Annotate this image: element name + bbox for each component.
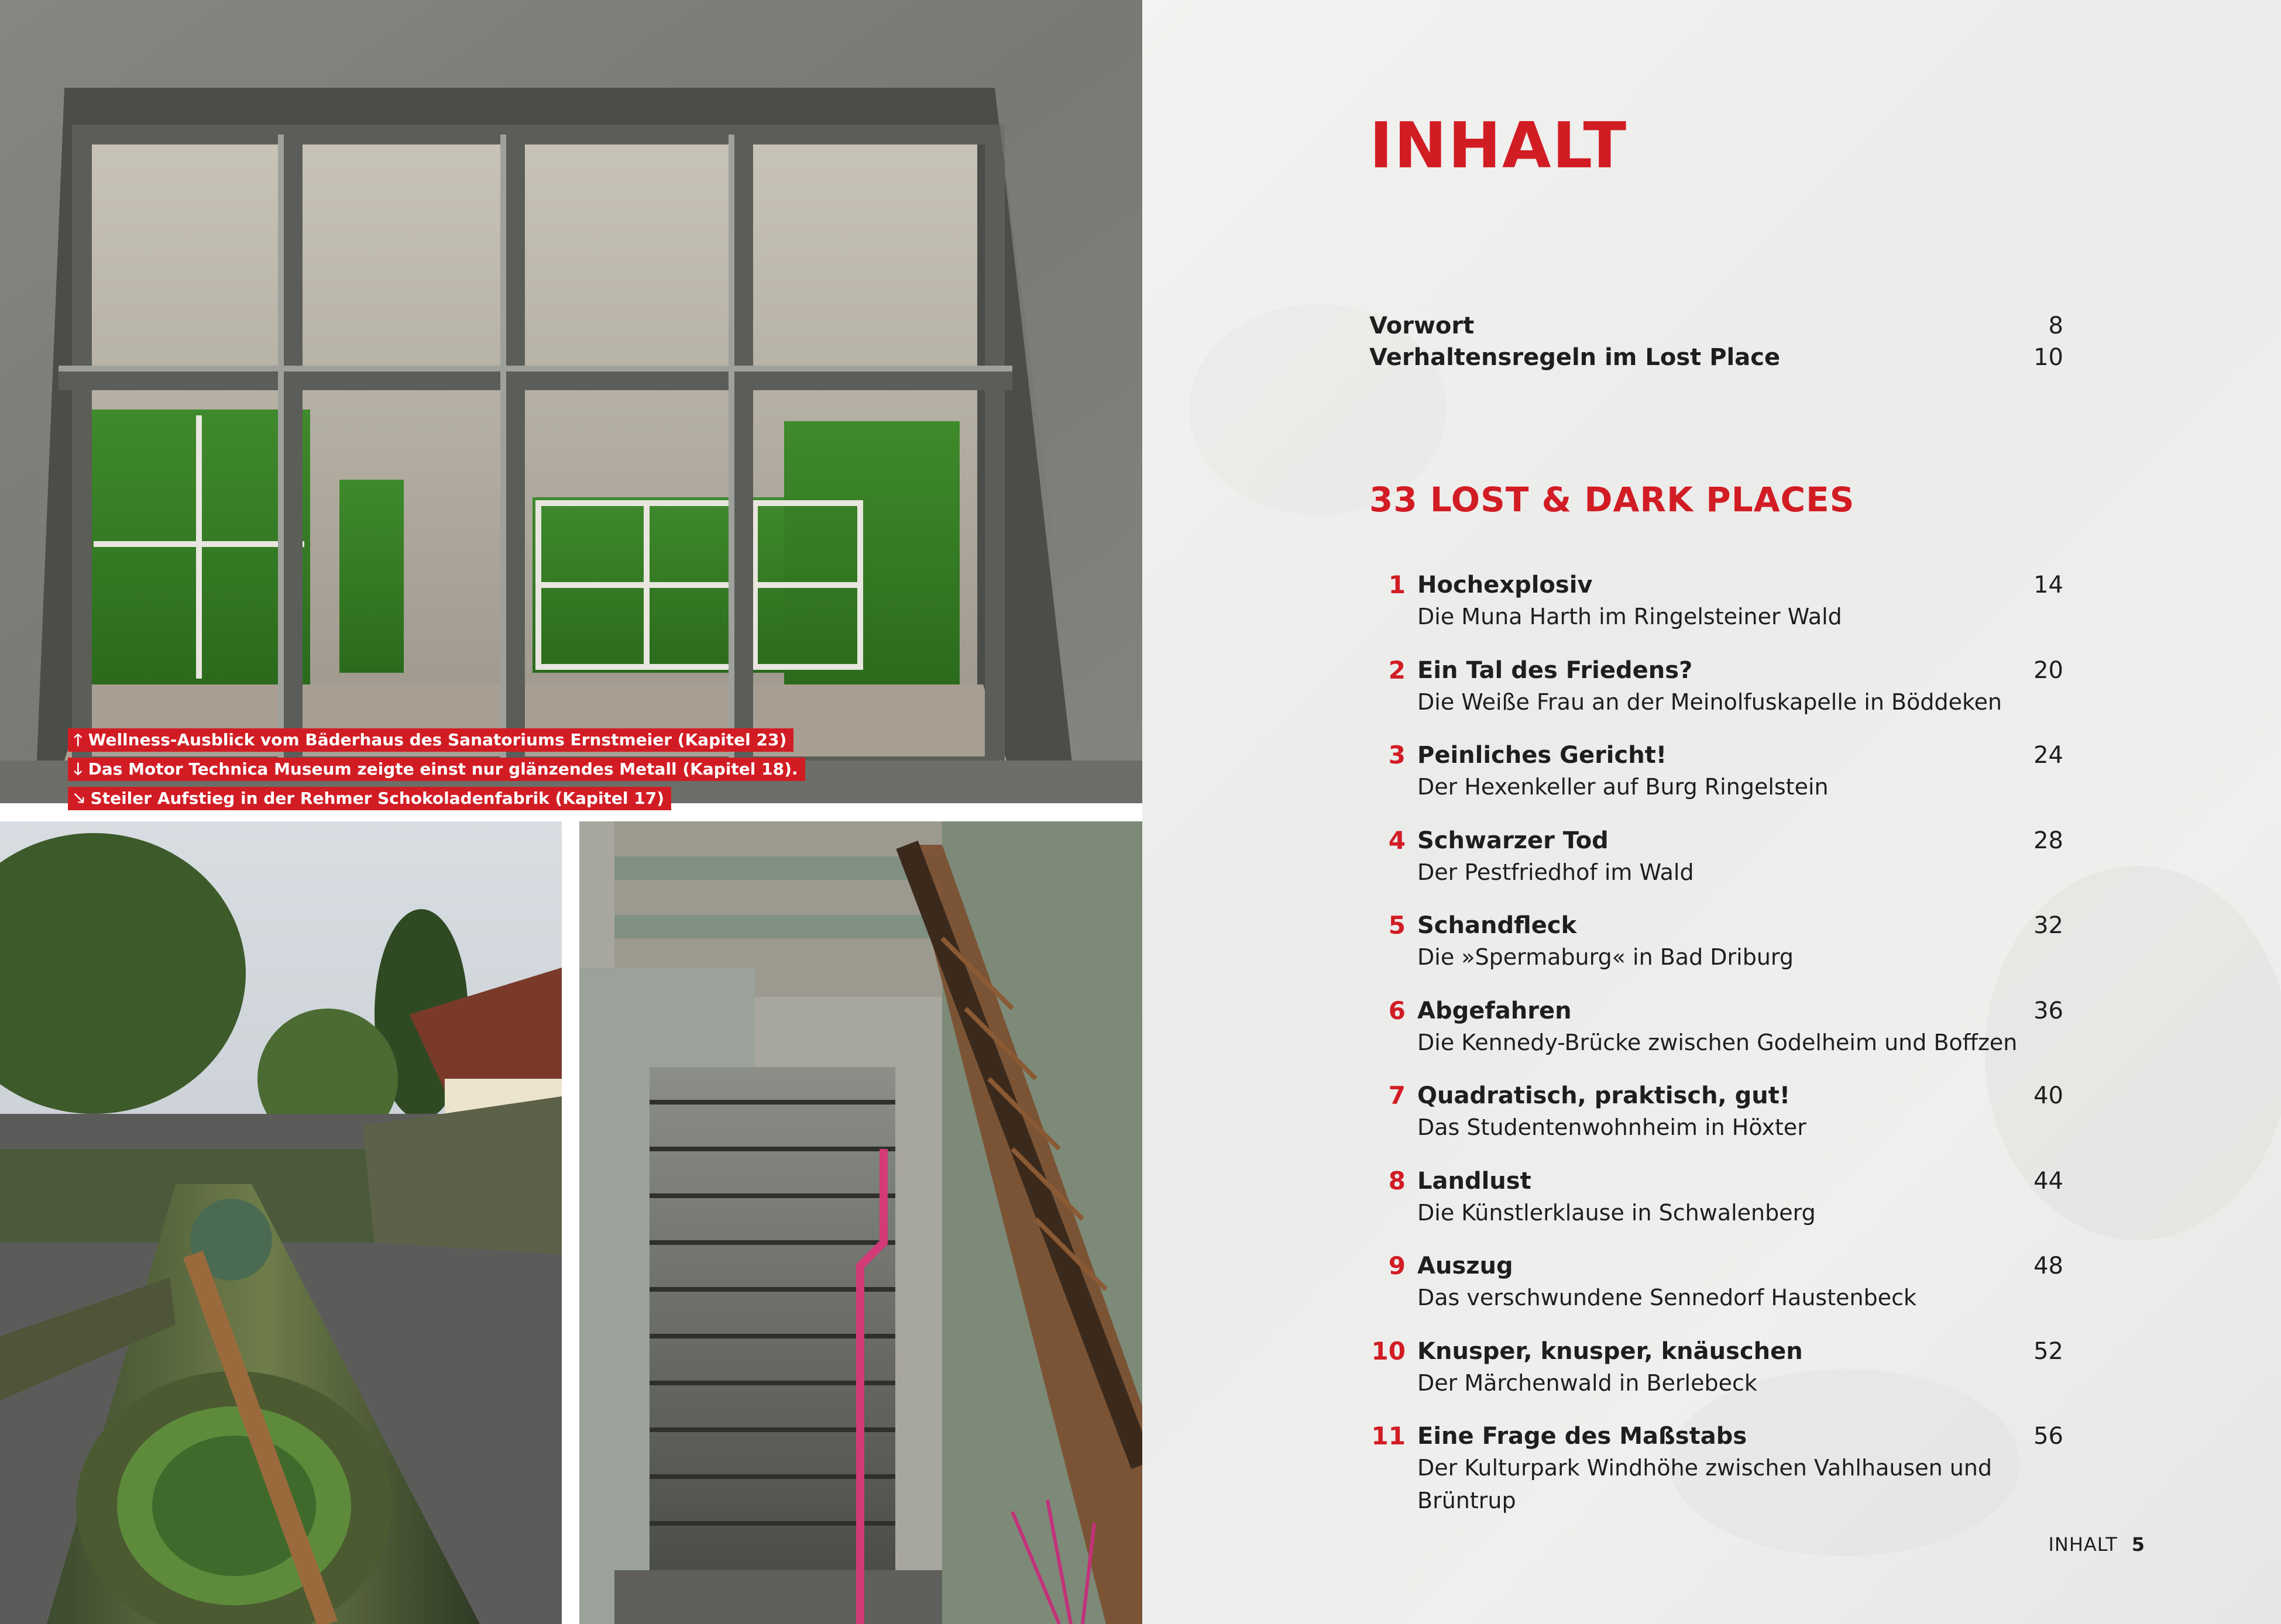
- chapter-list: [1369, 569, 2063, 1513]
- arrow-down-icon: 🡓: [74, 759, 83, 779]
- arrow-up-icon: 🡑: [74, 730, 83, 749]
- right-page-toc: [1142, 0, 2281, 1624]
- toc-entry[interactable]: 10 Knusper, knusper, knäuschen Der Märchenwald in Berlebeck 52: [1371, 1336, 2063, 1396]
- toc-entry[interactable]: 3 Peinliches Gericht! Der Hexenkeller auf Burg Ringelstein 24: [1388, 741, 2063, 800]
- toc-entry[interactable]: 2 Ein Tal des Friedens? Die Weiße Frau an der Meinolfuskapelle in Böddeken 20: [1388, 655, 2063, 715]
- photo-captions: [68, 728, 805, 816]
- toc-entry[interactable]: 8 Landlust Die Künstlerklause in Schwalenberg 44: [1388, 1166, 2063, 1226]
- toc-item-verhaltensregeln[interactable]: Verhaltensregeln im Lost Place 10: [1369, 344, 2063, 371]
- toc-entry[interactable]: 6 Abgefahren Die Kennedy-Brücke zwischen Godelheim und Boffzen 36: [1388, 996, 2063, 1055]
- section-heading: 33 LOST & DARK PLACES: [1369, 480, 1855, 519]
- toc-entry[interactable]: 11 Eine Frage des Maßstabs Der Kulturpark Windhöhe zwischen Vahlhausen und Brüntrup 56: [1371, 1422, 2063, 1513]
- toc-entry[interactable]: 5 Schandfleck Die »Spermaburg« in Bad Driburg 32: [1388, 911, 2063, 970]
- toc-entry[interactable]: 4 Schwarzer Tod Der Pestfriedhof im Wald 28: [1388, 825, 2063, 885]
- photo-jet-aircraft: [0, 821, 562, 1624]
- arrow-down-right-icon: 🡖: [74, 789, 85, 808]
- page-number: 5: [2131, 1533, 2145, 1556]
- caption-jet: 🡓 Das Motor Technica Museum zeigte einst nur glänzendes Metall (Kapitel 18).: [68, 758, 805, 781]
- page-footer: [2048, 1533, 2145, 1556]
- caption-window: 🡑 Wellness-Ausblick vom Bäderhaus des Sanatoriums Ernstmeier (Kapitel 23): [68, 728, 793, 752]
- photo-stairwell: [579, 821, 1142, 1624]
- front-matter-list: [1369, 310, 2063, 373]
- toc-entry[interactable]: 9 Auszug Das verschwundene Sennedorf Haustenbeck 48: [1388, 1251, 2063, 1310]
- toc-entry[interactable]: 7 Quadratisch, praktisch, gut! Das Studentenwohnheim in Höxter 40: [1388, 1081, 2063, 1140]
- toc-entry[interactable]: 1 Hochexplosiv Die Muna Harth im Ringelsteiner Wald 14: [1388, 570, 2063, 629]
- footer-label: INHALT: [2048, 1533, 2118, 1556]
- toc-item-vorwort[interactable]: Vorwort 8: [1369, 312, 2063, 339]
- page-title: INHALT: [1369, 109, 1628, 183]
- caption-stairs: 🡖 Steiler Aufstieg in der Rehmer Schokoladenfabrik (Kapitel 17): [68, 787, 671, 810]
- photo-abandoned-window: [0, 0, 1142, 803]
